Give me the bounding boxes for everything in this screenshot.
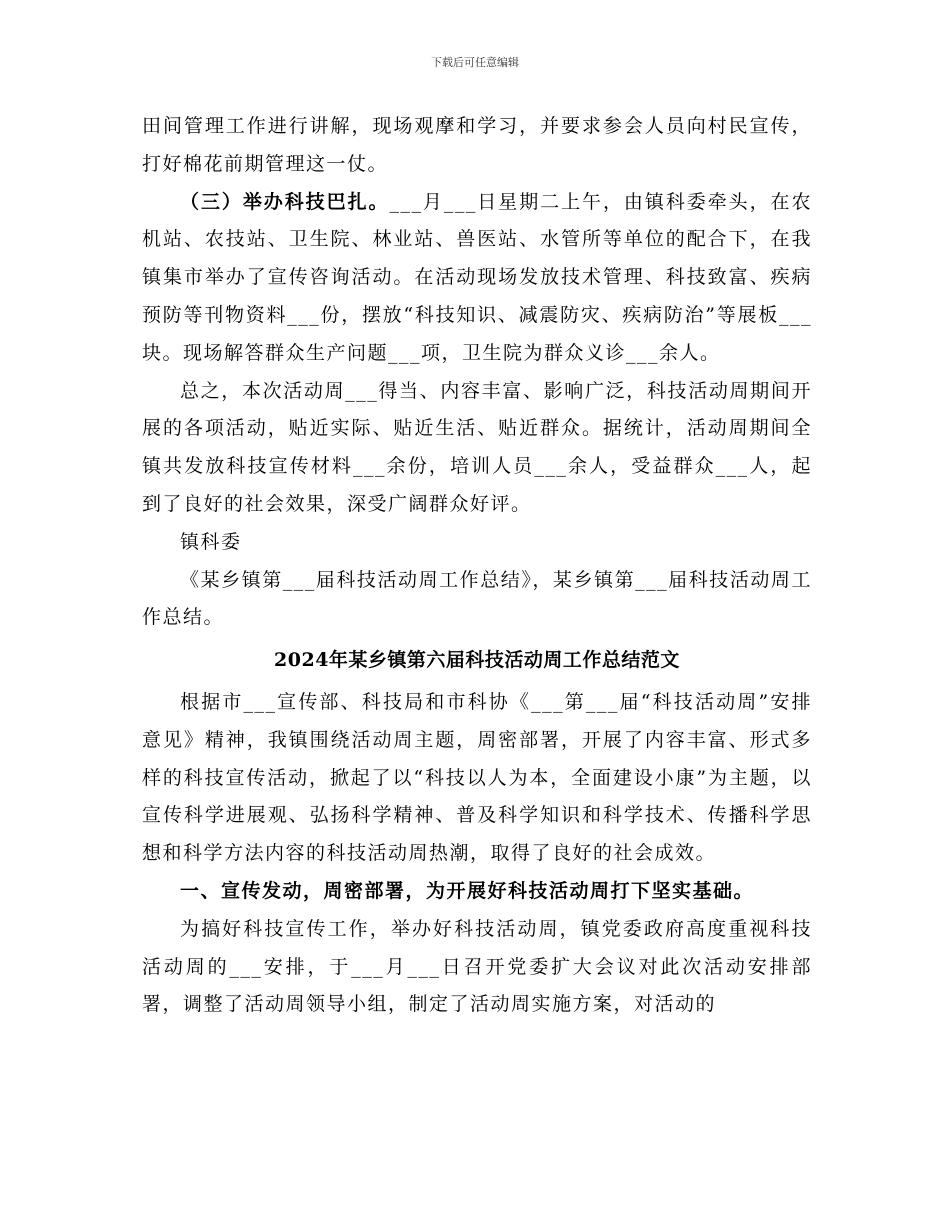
paragraph-2-text: ___月___日星期二上午，由镇科委牵头，在农机站、农技站、卫生院、林业站、兽医站、水管所等单位的配合下，在我镇集市举办了宣传咨询活动。在活动现场发放技术管理、科技致富、疾病预防等刊物资料___份，摆放“科技知识、减震防灾、疾病防治”等展板___块。现场解答群众生产问题___项，卫生院为群众义诊___余人。 xyxy=(142,190,812,364)
page-header: 下载后可任意编辑 xyxy=(431,56,519,69)
paragraph-2 xyxy=(142,184,812,373)
paragraph-5: 《某乡镇第___届科技活动周工作总结》，某乡镇第___届科技活动周工作总结。 xyxy=(142,568,812,629)
paragraph-6: 根据市___宣传部、科技局和市科协《___第___届“科技活动周”安排意见》精神，我镇围绕活动周主题，周密部署，开展了内容丰富、形式多样的科技宣传活动，掀起了以“科技以人为本，全面建设小康”为主题，以宣传科学进展观、弘扬科学精神、普及科学知识和科学技术、传播科学思想和科学方法内容的科技活动周热潮，取得了良好的社会成效。 xyxy=(142,690,812,865)
signature-line: 镇科委 xyxy=(180,530,242,553)
paragraph-3: 总之，本次活动周___得当、内容丰富、影响广泛，科技活动周期间开展的各项活动，贴近实际、贴近生活、贴近群众。据统计，活动周期间全镇共发放科技宣传材料___余份，培训人员___余人，受益群众___人，起到了良好的社会效果，深受广阔群众好评。 xyxy=(142,379,812,515)
paragraph-1: 田间管理工作进行讲解，现场观摩和学习，并要求参会人员向村民宣传，打好棉花前期管理这一仗。 xyxy=(142,115,812,175)
subheading-3: （三）举办科技巴扎。 xyxy=(180,190,390,213)
paragraph-7 xyxy=(142,873,812,911)
subheading-1: 一、宣传发动，周密部署，为开展好科技活动周打下坚实基础。 xyxy=(180,879,755,902)
section-title: 2024年某乡镇第六届科技活动周工作总结范文 xyxy=(274,649,680,672)
paragraph-8: 为搞好科技宣传工作，举办好科技活动周，镇党委政府高度重视科技活动周的___安排，于___月___日召开党委扩大会议对此次活动安排部署，调整了活动周领导小组，制定了活动周实施方案，对活动的 xyxy=(142,917,812,1016)
document-body xyxy=(142,108,812,1024)
